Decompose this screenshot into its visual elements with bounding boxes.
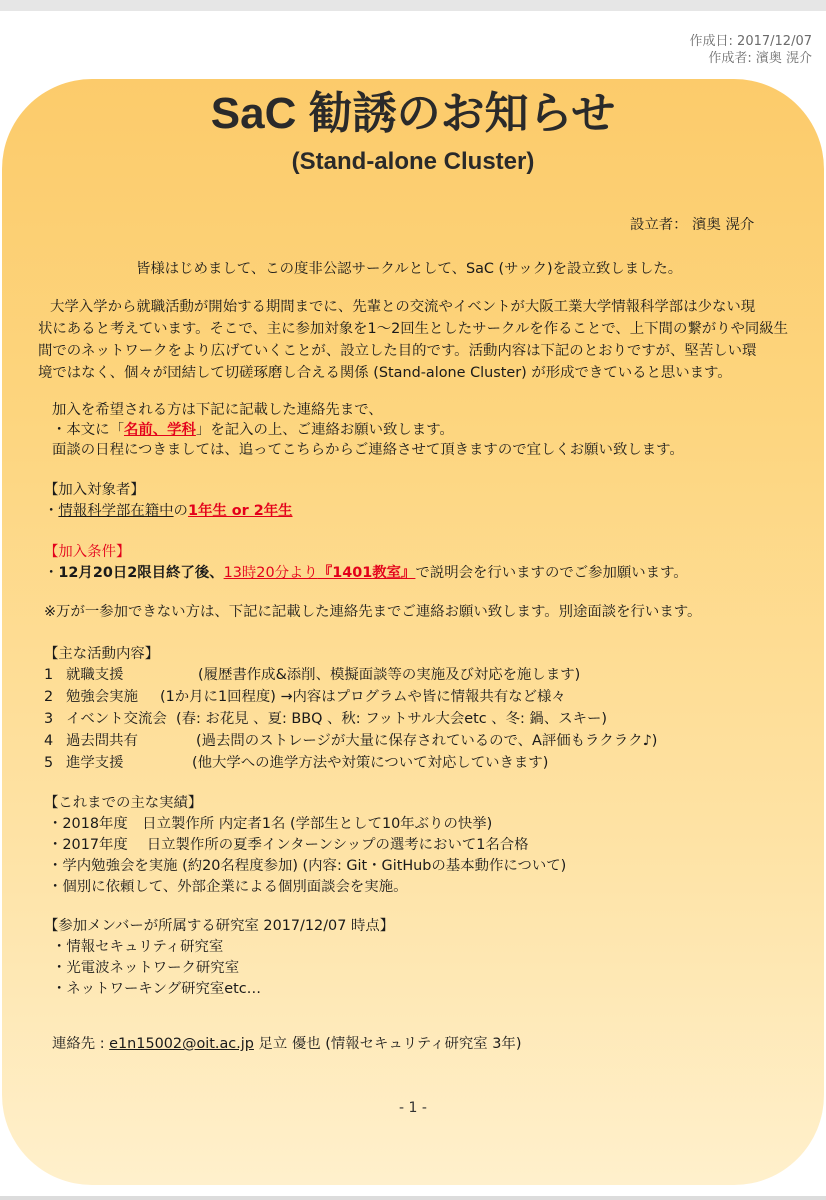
activity-desc: (他大学への進学方法や対策について対応していきます): [192, 755, 549, 771]
target-years: 1年生 or 2年生: [187, 503, 293, 519]
activity-desc: (過去問のストレージが大量に保存されているので、A評価もラクラク♪): [196, 733, 658, 749]
activity-item: [44, 732, 53, 751]
activity-name: 進学支援: [66, 755, 124, 771]
activity-desc: (履歴書作成&添削、模擬面談等の実施及び対応を施します): [198, 667, 581, 683]
achievement-item: ・学内勉強会を実施 (約20名程度参加) (内容: Git・GitHubの基本動作について): [48, 858, 567, 874]
activity-item: [44, 754, 53, 773]
target-bullet: ・: [44, 503, 59, 519]
bottom-edge: [0, 1196, 826, 1200]
target-faculty: 情報科学部在籍中: [58, 503, 174, 519]
activities-heading: 【主な活動内容】: [44, 646, 160, 662]
conditions-bullet: ・: [44, 565, 59, 581]
activity-desc: (1か月に1回程度) →内容はプログラムや皆に情報共有など様々: [160, 689, 566, 705]
page-title: SaC 勧誘のお知らせ: [210, 89, 616, 138]
target-line: [44, 502, 293, 521]
document-meta: [690, 33, 812, 67]
labs-heading: 【参加メンバーが所属する研究室 2017/12/07 時点】: [44, 918, 395, 934]
activity-item: [44, 666, 53, 685]
target-particle: の: [173, 503, 188, 519]
contact-person: 足立 優也 (情報セキュリティ研究室 3年): [253, 1036, 522, 1052]
activity-item: [44, 688, 53, 707]
conditions-room: 『1401教室』: [317, 565, 416, 581]
intro-line-1: 大学入学から就職活動が開始する期間までに、先輩との交流やイベントが大阪工業大学情報科学部は少ない現: [50, 299, 756, 315]
top-status-bar: [0, 0, 826, 11]
conditions-heading: 【加入条件】: [44, 544, 131, 560]
target-heading: 【加入対象者】: [44, 482, 145, 498]
contact-email-link[interactable]: e1n15002@oit.ac.jp: [109, 1036, 254, 1052]
achievement-item: ・2018年度 日立製作所 内定者1名 (学部生として10年ぶりの快挙): [48, 816, 493, 832]
contact-label: 連絡先 :: [52, 1036, 110, 1052]
join-suffix: 」を記入の上、ご連絡お願い致します。: [195, 422, 454, 438]
lab-item: ・情報セキュリティ研究室: [52, 939, 224, 955]
intro-line-4: 境ではなく、個々が団結して切磋琢磨し合える関係 (Stand-alone Cluster) が形成できていると思います。: [38, 365, 732, 381]
join-line-1: 加入を希望される方は下記に記載した連絡先まで、: [52, 402, 383, 418]
intro-line-3: 間でのネットワークをより広げていくことが、設立した目的です。活動内容は下記のとおりですが、堅苦しい環: [38, 343, 757, 359]
page-subtitle: (Stand-alone Cluster): [291, 148, 535, 175]
activity-name: 過去問共有: [66, 733, 138, 749]
activity-number: 3: [44, 711, 54, 727]
flyer-card: [2, 79, 824, 1185]
activity-name: 就職支援: [66, 667, 124, 683]
achievements-heading: 【これまでの主な実績】: [44, 795, 203, 811]
activity-name: 勉強会実施: [66, 689, 138, 705]
conditions-line: [44, 564, 688, 583]
activity-item: [44, 710, 53, 729]
join-prefix: ・本文に「: [52, 422, 124, 438]
conditions-time: 13時20分より: [223, 565, 318, 581]
achievement-item: ・2017年度 日立製作所の夏季インターンシップの選考において1名合格: [48, 837, 529, 853]
join-line-3: 面談の日程につきましては、追ってこちらからご連絡させて頂きますので宜しくお願い致します。: [52, 442, 684, 458]
contact-line: [52, 1035, 521, 1054]
lab-item: ・光電波ネットワーク研究室: [52, 960, 240, 976]
conditions-when: 12月20日2限目終了後、: [58, 565, 224, 581]
conditions-rest: で説明会を行いますのでご参加願います。: [415, 565, 688, 581]
created-date: 作成日: 2017/12/07: [689, 34, 812, 49]
activity-number: 1: [44, 667, 54, 683]
author: 作成者: 濱奥 滉介: [708, 51, 812, 66]
lab-item: ・ネットワーキング研究室etc…: [52, 981, 262, 997]
achievement-item: ・個別に依頼して、外部企業による個別面談会を実施。: [48, 879, 408, 895]
activity-number: 5: [44, 755, 54, 771]
activity-name: イベント交流会: [66, 711, 167, 727]
founder: 設立者： 濱奥 滉介: [630, 217, 755, 233]
activity-desc: (春: お花見 、夏: BBQ 、秋: フットサル大会etc 、冬: 鍋、スキー): [176, 711, 607, 727]
page-number: - 1 -: [399, 1100, 427, 1116]
conditions-note: ※万が一参加できない方は、下記に記載した連絡先までご連絡お願い致します。別途面談を行います。: [44, 604, 702, 620]
greeting: 皆様はじめまして、この度非公認サークルとして、SaC (サック)を設立致しました。: [136, 261, 683, 277]
intro-line-2: 状にあると考えています。そこで、主に参加対象を1～2回生としたサークルを作ることで、上下間の繋がりや同級生: [38, 321, 789, 337]
activity-number: 4: [44, 733, 54, 749]
activity-number: 2: [44, 689, 54, 705]
join-required-fields: 名前、学科: [123, 422, 196, 438]
join-line-2: [52, 421, 454, 440]
